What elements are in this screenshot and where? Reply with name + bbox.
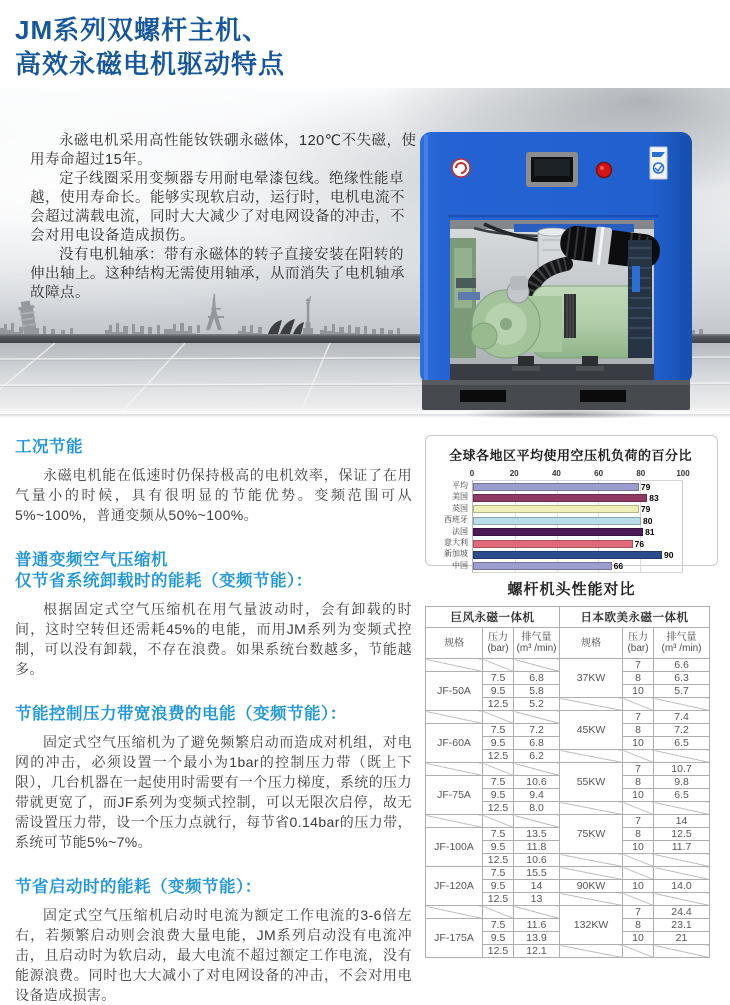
- table-row: [426, 763, 710, 776]
- feature-section: [15, 704, 412, 852]
- empty-diagonal-cell: [426, 906, 483, 919]
- empty-diagonal-cell: [654, 698, 710, 711]
- chart-category-label: 平均: [452, 481, 468, 490]
- section-heading-line: 节省启动时的能耗（变频节能）：: [15, 878, 262, 896]
- table-cell: 11.7: [654, 841, 710, 854]
- model-cell: JF-100A: [426, 828, 483, 867]
- table-cell: 7: [623, 906, 654, 919]
- spec-comparison-table: [425, 606, 710, 958]
- page-header: [0, 0, 730, 81]
- table-cell: 6.5: [654, 789, 710, 802]
- chart-bar: [473, 540, 633, 548]
- table-cell: 7.5: [483, 919, 514, 932]
- table-cell: 9.5: [483, 841, 514, 854]
- col-header-flow-left: 排气量 (m³ /min): [514, 628, 560, 659]
- table-cell: 14.0: [654, 880, 710, 893]
- table-cell: 10.6: [514, 776, 560, 789]
- empty-diagonal-cell: [514, 659, 560, 672]
- chart-bar-value: 76: [634, 538, 645, 549]
- table-cell: 5.2: [514, 698, 560, 711]
- table-cell: 7.5: [483, 776, 514, 789]
- empty-diagonal-cell: [514, 815, 560, 828]
- chart-bar: [473, 483, 639, 491]
- table-cell: 24.4: [654, 906, 710, 919]
- chart-bar-row: [473, 481, 683, 492]
- power-cell: 90KW: [560, 880, 623, 893]
- model-cell: JF-120A: [426, 867, 483, 906]
- feature-section: [15, 437, 412, 525]
- empty-diagonal-cell: [514, 763, 560, 776]
- chart-bar-value: 66: [613, 561, 624, 572]
- right-column: [425, 435, 718, 1005]
- empty-diagonal-cell: [623, 867, 654, 880]
- chart-category-label: 英国: [452, 503, 468, 513]
- table-cell: 7: [623, 711, 654, 724]
- table-row: [426, 711, 710, 724]
- empty-diagonal-cell: [560, 893, 623, 906]
- table-cell: 12.5: [483, 750, 514, 763]
- empty-diagonal-cell: [426, 763, 483, 776]
- empty-diagonal-cell: [483, 906, 514, 919]
- table-cell: 8: [623, 672, 654, 685]
- table-cell: 23.1: [654, 919, 710, 932]
- section-heading: [15, 437, 412, 458]
- empty-diagonal-cell: [560, 802, 623, 815]
- chart-category-label: 中国: [452, 560, 468, 570]
- table-row: [426, 906, 710, 919]
- hero-paragraph: 定子线圈采用变频器专用耐电晕漆包线。绝缘性能卓越，使用寿命长。能够实现软启动，运行时，电机电流不会超过满载电流，同时大大减少了对电网设备的冲击，不会对用电设备造成损伤。: [30, 171, 405, 244]
- table-cell: 11.8: [514, 841, 560, 854]
- chart-bar-row: [473, 538, 683, 549]
- section-heading-line: 仅节省系统卸载时的能耗（变频节能）：: [15, 572, 313, 590]
- chart-bar-row: [473, 561, 683, 572]
- chart-bar-value: 79: [640, 481, 651, 492]
- table-cell: 6.8: [514, 672, 560, 685]
- empty-diagonal-cell: [483, 763, 514, 776]
- table-cell: 6.5: [654, 737, 710, 750]
- table-cell: 7.5: [483, 867, 514, 880]
- hero-paragraph: 没有电机轴承：带有永磁体的转子直接安装在阳转的伸出轴上。这种结构无需使用轴承，从而消失了电机轴承故障点。: [30, 247, 405, 301]
- group-header-right: 日本欧美永磁一体机: [560, 607, 710, 628]
- hero-text: [30, 132, 418, 303]
- power-cell: 45KW: [560, 711, 623, 750]
- chart-bar-value: 83: [649, 493, 659, 504]
- power-cell: 132KW: [560, 906, 623, 945]
- empty-diagonal-cell: [483, 711, 514, 724]
- table-cell: 9.5: [483, 737, 514, 750]
- section-heading-line: 节能控制压力带宽浪费的电能（变频节能）：: [15, 705, 347, 723]
- axis-tick-label: 0: [469, 469, 475, 478]
- table-cell: 21: [654, 932, 710, 945]
- col-header-pressure-right: 压力 (bar): [623, 628, 654, 659]
- axis-tick-label: 80: [636, 469, 646, 478]
- empty-diagonal-cell: [426, 815, 483, 828]
- empty-diagonal-cell: [623, 802, 654, 815]
- table-row: [426, 659, 710, 672]
- table-cell: 14: [514, 880, 560, 893]
- chart-bar-row: [473, 492, 683, 503]
- empty-diagonal-cell: [623, 893, 654, 906]
- chart-bar-row: [473, 527, 683, 538]
- table-cell: 9.5: [483, 932, 514, 945]
- hero-photo: [0, 88, 730, 418]
- table-cell: 6.6: [654, 659, 710, 672]
- axis-tick-label: 20: [509, 469, 519, 478]
- chart-bar-row: [473, 549, 683, 560]
- feature-section: [15, 877, 412, 1005]
- hero-paragraph: 永磁电机采用高性能钕铁硼永磁体，120℃不失磁，使用寿命超过15年。: [30, 133, 417, 168]
- load-percentage-chart: [425, 435, 718, 572]
- table-cell: 6.2: [514, 750, 560, 763]
- page-title-line2: 高效永磁电机驱动特点: [15, 49, 286, 79]
- model-cell: JF-60A: [426, 724, 483, 763]
- chart-body: [432, 480, 709, 573]
- empty-diagonal-cell: [623, 750, 654, 763]
- compressor-machine-photo: [414, 128, 710, 418]
- chart-category-label: 法国: [452, 526, 468, 536]
- section-body: 根据固定式空气压缩机在用气量波动时，会有卸载的时间，这时空转但还需耗45%的电能，而用JM系列为变频式控制，可以没有卸载，不存在浪费。如果系统台数越多，节能越多。: [15, 601, 412, 677]
- table-cell: 8.0: [514, 802, 560, 815]
- table-cell: 9.5: [483, 880, 514, 893]
- chart-bar: [473, 528, 643, 536]
- section-body: 固定式空气压缩机为了避免频繁启动而造成对机组，对电网的冲击，必须设置一个最小为1bar的控制压力带（既上下限），几台机器在一起使用时需要有一个压力梯度，系统的压力带就更宽了，而JF系列为变频式控制，可以无限次启停，故无需设置压力带，设一个压力点就行，每节省0.14bar的压力带，系统可节能5%~7%。: [15, 734, 412, 850]
- empty-diagonal-cell: [426, 659, 483, 672]
- empty-diagonal-cell: [426, 711, 483, 724]
- table-cell: 8: [623, 724, 654, 737]
- chart-category-label: 意大利: [444, 537, 468, 547]
- section-heading-line: 工况节能: [15, 438, 83, 456]
- axis-tick-label: 60: [594, 469, 604, 478]
- chart-bar: [473, 505, 639, 513]
- chart-category-label: 西班牙: [444, 515, 468, 525]
- empty-diagonal-cell: [560, 945, 623, 958]
- chart-bar-value: 80: [643, 515, 653, 526]
- table-cell: 7.5: [483, 672, 514, 685]
- table-title: 螺杆机头性能对比: [507, 581, 636, 598]
- col-header-pressure-left: 压力 (bar): [483, 628, 514, 659]
- table-row: [426, 815, 710, 828]
- table-cell: 6.3: [654, 672, 710, 685]
- table-cell: 12.5: [483, 893, 514, 906]
- chart-bar: [473, 517, 641, 525]
- table-cell: 12.5: [654, 828, 710, 841]
- empty-diagonal-cell: [654, 750, 710, 763]
- spec-table-body: [426, 659, 710, 958]
- table-cell: 7: [623, 763, 654, 776]
- empty-diagonal-cell: [654, 802, 710, 815]
- col-header-spec-left: 规格: [426, 628, 483, 659]
- table-cell: 12.5: [483, 854, 514, 867]
- table-cell: 5.8: [514, 685, 560, 698]
- chart-bar: [473, 551, 662, 559]
- left-sections: [15, 435, 412, 1005]
- table-cell: 9.4: [514, 789, 560, 802]
- col-header-flow-right: 排气量 (m³ /min): [654, 628, 710, 659]
- power-cell: 55KW: [560, 763, 623, 802]
- chart-axis-ticks: [469, 469, 690, 480]
- axis-tick-label: 40: [551, 469, 561, 478]
- col-header-spec-right: 规格: [560, 628, 623, 659]
- chart-bar: [473, 494, 647, 502]
- chart-bar-row: [473, 504, 683, 515]
- table-cell: 11.6: [514, 919, 560, 932]
- table-cell: 14: [654, 815, 710, 828]
- table-cell: 8: [623, 828, 654, 841]
- chart-axis: [432, 469, 709, 480]
- section-body: 永磁电机能在低速时仍保持极高的电机效率，保证了在用气量小的时候，具有很明显的节能优势。变频范围可从5%~100%，普通变频从50%~100%。: [15, 467, 412, 523]
- table-cell: 10: [623, 737, 654, 750]
- empty-diagonal-cell: [623, 854, 654, 867]
- chart-bar: [473, 562, 612, 570]
- empty-diagonal-cell: [654, 867, 710, 880]
- empty-diagonal-cell: [514, 906, 560, 919]
- chart-category-label: 新加坡: [444, 549, 468, 559]
- table-cell: 10.6: [514, 854, 560, 867]
- model-cell: JF-50A: [426, 672, 483, 711]
- chart-bar-value: 79: [640, 504, 651, 515]
- table-cell: 10: [623, 789, 654, 802]
- empty-diagonal-cell: [514, 711, 560, 724]
- empty-diagonal-cell: [483, 659, 514, 672]
- table-cell: 9.5: [483, 789, 514, 802]
- chart-title: 全球各地区平均使用空压机负荷的百分比: [448, 448, 692, 463]
- empty-diagonal-cell: [560, 750, 623, 763]
- feature-section: [15, 550, 412, 679]
- chart-bar-row: [473, 515, 683, 526]
- table-cell: 5.7: [654, 685, 710, 698]
- table-cell: 8: [623, 919, 654, 932]
- chart-bar-value: 81: [645, 527, 655, 538]
- table-cell: 15.5: [514, 867, 560, 880]
- table-cell: 13.9: [514, 932, 560, 945]
- table-cell: 12.1: [514, 945, 560, 958]
- table-cell: 7.5: [483, 828, 514, 841]
- empty-diagonal-cell: [560, 854, 623, 867]
- table-cell: 7.2: [514, 724, 560, 737]
- table-cell: 12.5: [483, 698, 514, 711]
- section-body: 固定式空气压缩机启动时电流为额定工作电流的3-6倍左右，若频繁启动则会浪费大量电能，JM系列启动没有电流冲击，且启动时为软启动，最大电流不超过额定工作电流，没有能源浪费。同时也大大减小了对电网设备的冲击，不会对用电设备造成损害。: [15, 907, 412, 1003]
- table-cell: 10.7: [654, 763, 710, 776]
- axis-tick-label: 100: [676, 469, 690, 478]
- power-cell: 75KW: [560, 815, 623, 854]
- section-heading-line: 普通变频空气压缩机: [15, 551, 168, 569]
- empty-diagonal-cell: [623, 945, 654, 958]
- table-cell: 10: [623, 841, 654, 854]
- table-cell: 13.5: [514, 828, 560, 841]
- table-cell: 12.5: [483, 945, 514, 958]
- table-cell: 10: [623, 685, 654, 698]
- table-row: [426, 867, 710, 880]
- empty-diagonal-cell: [623, 698, 654, 711]
- chart-bar-value: 90: [664, 550, 674, 561]
- chart-category-labels: [432, 480, 472, 573]
- main-content: [0, 418, 730, 1005]
- table-cell: 7.4: [654, 711, 710, 724]
- table-cell: 7.5: [483, 724, 514, 737]
- table-cell: 10: [623, 932, 654, 945]
- table-cell: 13: [514, 893, 560, 906]
- empty-diagonal-cell: [483, 815, 514, 828]
- empty-diagonal-cell: [654, 893, 710, 906]
- table-cell: 8: [623, 776, 654, 789]
- empty-diagonal-cell: [560, 867, 623, 880]
- empty-diagonal-cell: [560, 698, 623, 711]
- page-title-line1: JM系列双螺杆主机、: [15, 15, 270, 45]
- chart-category-label: 美国: [452, 492, 468, 502]
- table-cell: 9.8: [654, 776, 710, 789]
- table-cell: 10: [623, 880, 654, 893]
- table-cell: 6.8: [514, 737, 560, 750]
- section-heading: [15, 704, 412, 725]
- table-cell: 9.5: [483, 685, 514, 698]
- empty-diagonal-cell: [654, 945, 710, 958]
- table-cell: 12.5: [483, 802, 514, 815]
- section-heading: [15, 550, 412, 592]
- table-cell: 7: [623, 659, 654, 672]
- chart-plot-area: [472, 480, 683, 573]
- group-header-left: 巨风永磁一体机: [426, 607, 560, 628]
- section-heading: [15, 877, 412, 898]
- table-cell: 7: [623, 815, 654, 828]
- power-cell: 37KW: [560, 659, 623, 698]
- model-cell: JF-175A: [426, 919, 483, 958]
- page-title: [15, 13, 730, 81]
- empty-diagonal-cell: [654, 854, 710, 867]
- model-cell: JF-75A: [426, 776, 483, 815]
- table-cell: 7.2: [654, 724, 710, 737]
